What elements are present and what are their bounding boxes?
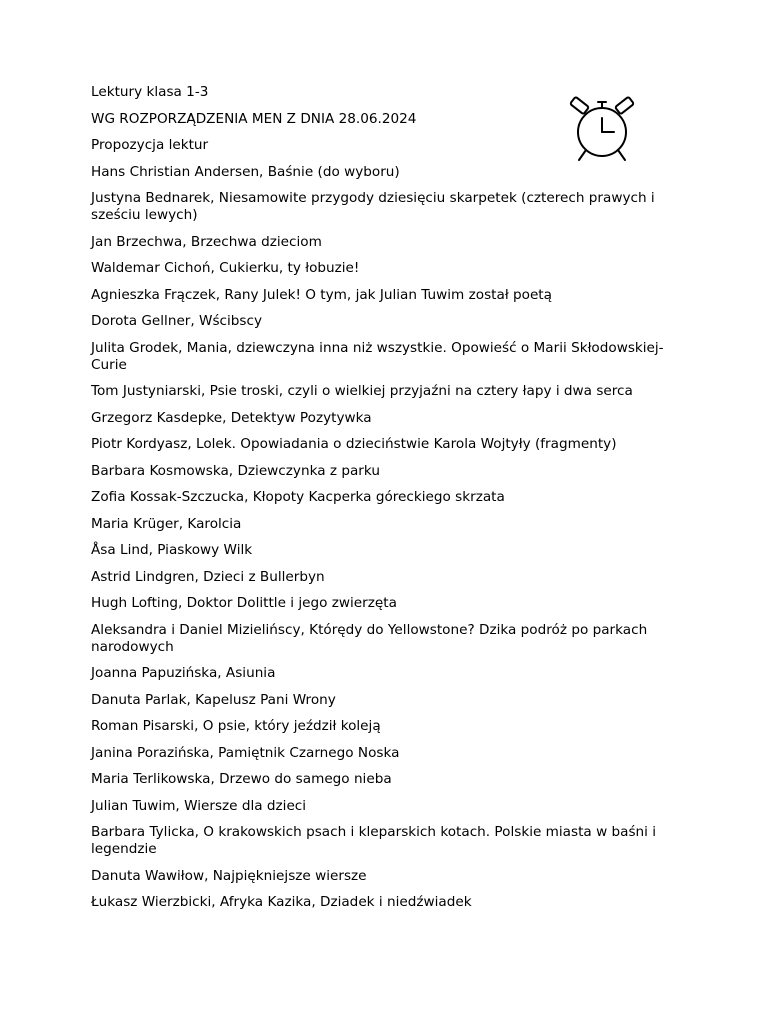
list-item: Barbara Kosmowska, Dziewczynka z parku [91, 462, 380, 479]
list-item: Janina Porazińska, Pamiętnik Czarnego Noska [91, 744, 400, 761]
list-item: Julian Tuwim, Wiersze dla dzieci [91, 797, 307, 814]
reading-list [91, 84, 681, 921]
list-item: Tom Justyniarski, Psie troski, czyli o wielkiej przyjaźni na cztery łapy i dwa serca [91, 383, 633, 399]
list-item: Piotr Kordyasz, Lolek. Opowiadania o dzieciństwie Karola Wojtyły (fragmenty) [91, 436, 617, 452]
list-item: Barbara Tylicka, O krakowskich psach i kleparskich kotach. Polskie miasta w baśni i legendzie [91, 824, 657, 857]
list-item: Maria Terlikowska, Drzewo do samego nieba [91, 771, 392, 787]
list-item: Łukasz Wierzbicki, Afryka Kazika, Dziadek i niedźwiadek [91, 894, 472, 910]
document-title: Lektury klasa 1-3 [91, 84, 209, 100]
list-item: Grzegorz Kasdepke, Detektyw Pozytywka [91, 409, 372, 426]
list-item: Joanna Papuzińska, Asiunia [91, 665, 276, 681]
list-item: Hans Christian Andersen, Baśnie (do wyboru) [91, 163, 400, 180]
list-item: Danuta Parlak, Kapelusz Pani Wrony [91, 691, 336, 708]
list-item: Jan Brzechwa, Brzechwa dzieciom [91, 233, 322, 250]
list-item: Julita Grodek, Mania, dziewczyna inna niż wszystkie. Opowieść o Marii Skłodowskiej-Curie [91, 339, 664, 373]
list-item: Zofia Kossak-Szczucka, Kłopoty Kacperka góreckiego skrzata [91, 489, 505, 505]
list-item: Dorota Gellner, Wścibscy [91, 313, 263, 329]
list-item: Astrid Lindgren, Dzieci z Bullerbyn [91, 568, 325, 585]
list-item: Maria Krüger, Karolcia [91, 515, 242, 532]
list-item: Aleksandra i Daniel Mizielińscy, Którędy do Yellowstone? Dzika podróż po parkach narodowych [91, 621, 648, 655]
list-item: Waldemar Cichoń, Cukierku, ty łobuzie! [91, 260, 360, 276]
list-item: Justyna Bednarek, Niesamowite przygody dziesięciu skarpetek (czterech prawych i sześciu lewych) [91, 190, 655, 223]
list-item: Agnieszka Frączek, Rany Julek! O tym, jak Julian Tuwim został poetą [91, 286, 552, 303]
list-item: Roman Pisarski, O psie, który jeździł koleją [91, 718, 381, 734]
list-item: Åsa Lind, Piaskowy Wilk [91, 542, 253, 558]
list-item: Hugh Lofting, Doktor Dolittle i jego zwierzęta [91, 595, 397, 611]
regulation-heading: WG ROZPORZĄDZENIA MEN Z DNIA 28.06.2024 [91, 110, 417, 127]
list-subtitle: Propozycja lektur [91, 137, 209, 153]
list-item: Danuta Wawiłow, Najpiękniejsze wiersze [91, 867, 367, 884]
